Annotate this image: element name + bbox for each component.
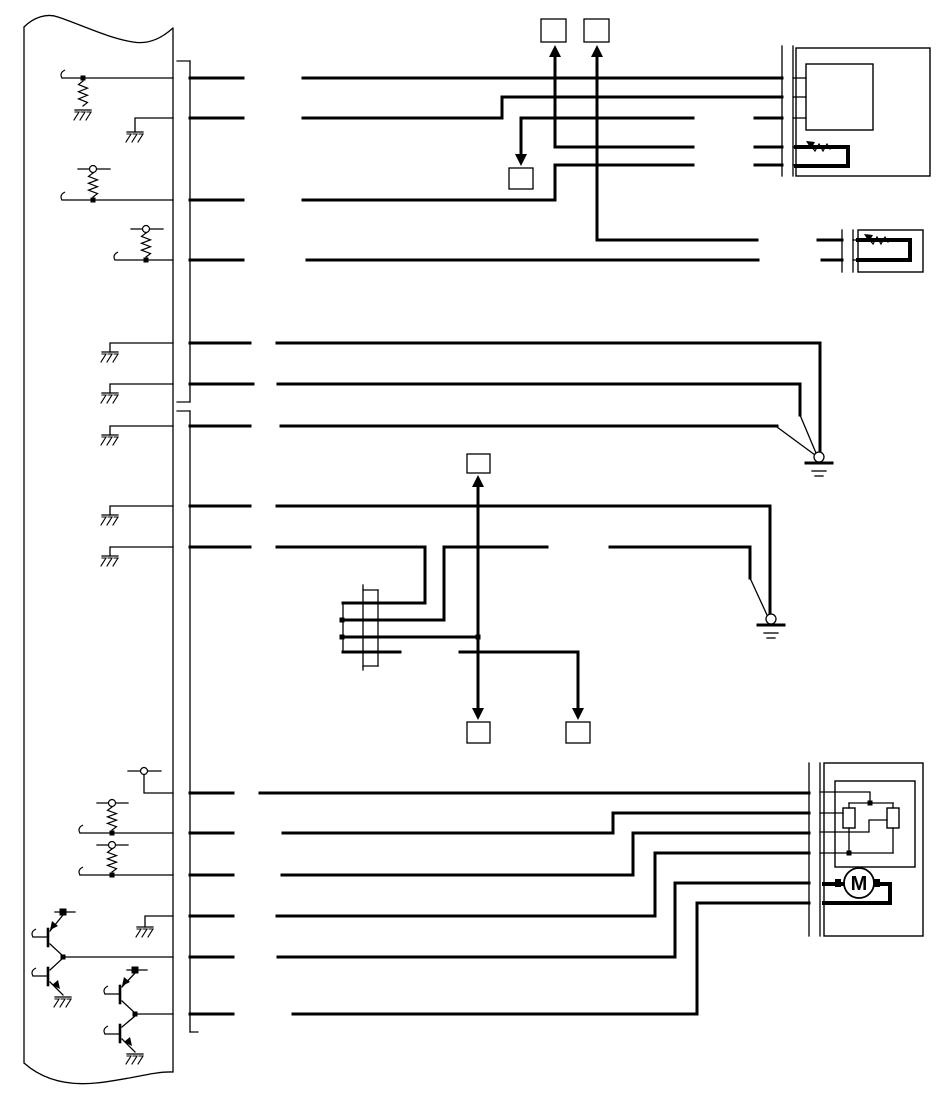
ground-slash (101, 517, 106, 525)
transistor-lead (122, 1016, 135, 1027)
junction-dot (340, 618, 345, 623)
ground-slash (138, 134, 143, 142)
ground-slash (107, 517, 112, 525)
terminal-hook-icon (114, 252, 118, 260)
ground-slash (113, 437, 118, 445)
arrowhead-icon (122, 977, 130, 986)
resistor-icon (89, 173, 98, 197)
signal-ground-icon (101, 435, 118, 445)
ground-slash (148, 929, 153, 937)
signal-ground-icon (54, 997, 71, 1007)
ground-slash (101, 395, 106, 403)
ground-slash (113, 395, 118, 403)
signal-ground-icon (126, 132, 143, 142)
harness-wire (278, 883, 809, 957)
ground-slash (113, 517, 118, 525)
sensor-element-box (806, 64, 873, 130)
harness-wire (277, 343, 820, 452)
chassis-ground-icon (758, 614, 784, 638)
ground-slash (107, 437, 112, 445)
offpage-arrowhead (515, 154, 527, 166)
bridge-resistor-right (887, 808, 899, 828)
internal-wire (110, 384, 173, 393)
supply-terminal-circle (141, 768, 148, 775)
resistor-icon (108, 849, 117, 872)
chassis-ground-icon (806, 452, 832, 476)
ground-slash (74, 112, 79, 120)
offpage-connector-box (509, 168, 533, 189)
ground-slash (113, 354, 118, 362)
internal-wire (800, 415, 816, 453)
junction-dot (91, 198, 96, 203)
heated-sensor-assembly-box (796, 48, 930, 176)
ground-slash (80, 112, 85, 120)
internal-wire (820, 820, 887, 832)
internal-wire (145, 916, 173, 927)
offpage-arrowhead (549, 45, 561, 57)
ground-slash (136, 929, 141, 937)
heater-element-loop (858, 240, 910, 260)
offpage-arrowhead (591, 45, 603, 57)
ring-terminal (814, 452, 824, 462)
harness-wire (303, 165, 693, 200)
ground-slash (132, 1056, 137, 1064)
ground-slash (138, 1056, 143, 1064)
junction-dot (81, 76, 86, 81)
ground-slash (101, 558, 106, 566)
signal-ground-icon (74, 110, 91, 120)
offpage-connectors (467, 19, 609, 743)
supply-terminal-circle (109, 800, 116, 807)
terminal-hook-icon (104, 1026, 108, 1034)
ground-slash (66, 999, 71, 1007)
harness-wire (278, 384, 800, 415)
internal-wire (110, 547, 173, 556)
terminal-hook-icon (32, 929, 36, 937)
signal-ground-icon (126, 1054, 143, 1064)
harness-wire (277, 547, 425, 603)
internal-wire (820, 792, 870, 803)
supply-terminal-circle (109, 842, 116, 849)
ecu-internal-circuits (33, 46, 893, 1052)
offpage-arrowhead (572, 708, 584, 720)
harness-wire (303, 97, 782, 118)
terminal-hook-icon (104, 986, 108, 994)
harness-wiring (190, 55, 842, 1014)
junction-dot (61, 955, 66, 960)
transistor-lead (50, 944, 63, 956)
harness-wire (521, 118, 693, 156)
internal-wire (144, 775, 173, 793)
ground-slash (107, 558, 112, 566)
terminal-square (60, 909, 67, 916)
transistor-lead (50, 958, 63, 970)
signal-ground-icon (101, 352, 118, 362)
signal-ground-icon (101, 556, 118, 566)
ground-slash (54, 999, 59, 1007)
resistor-icon (142, 233, 151, 257)
transistor-lead (122, 1001, 135, 1013)
motor-terminal-tab (835, 879, 841, 887)
junction-dot (476, 635, 481, 640)
ground-slash (86, 112, 91, 120)
terminal-square (132, 967, 139, 974)
harness-wire (343, 547, 547, 620)
harness-wire (277, 506, 770, 613)
ecu-torn-bottom-edge (24, 1063, 173, 1084)
internal-wire (110, 506, 173, 515)
resistor-icon (108, 807, 117, 830)
motor-terminal-tab (874, 879, 880, 887)
junction-dot (110, 873, 115, 878)
motor-label: M (850, 873, 868, 895)
motor-actuator-box (824, 763, 923, 936)
internal-wire (110, 343, 173, 352)
supply-terminal-circle (90, 166, 97, 173)
ecu-torn-top-edge (24, 15, 173, 42)
junction-dot (133, 1012, 138, 1017)
motor (844, 868, 874, 898)
terminal-hook-icon (61, 192, 65, 200)
harness-wire (555, 55, 693, 147)
ground-slash (60, 999, 65, 1007)
internal-wire (135, 118, 173, 132)
ground-slash (132, 134, 137, 142)
supply-terminal-circle (143, 226, 150, 233)
internal-wire (110, 426, 173, 435)
terminal-hook-icon (79, 867, 83, 875)
offpage-connector-box (467, 722, 490, 743)
signal-ground-icon (101, 515, 118, 525)
signal-ground-icon (101, 393, 118, 403)
offpage-connector-box (566, 722, 590, 743)
ring-terminal (766, 614, 776, 624)
signal-ground-icon (136, 927, 153, 937)
ground-slash (101, 354, 106, 362)
terminal-hook-icon (79, 825, 83, 833)
junction-dot (340, 635, 345, 640)
internal-wire (750, 578, 767, 615)
internal-wire (777, 427, 815, 455)
ground-slash (101, 437, 106, 445)
ground-slash (113, 558, 118, 566)
harness-wire (283, 813, 809, 833)
terminal-hook-icon (32, 968, 36, 976)
bridge-resistor-left (843, 808, 855, 828)
junction-dot (144, 258, 149, 263)
offpage-connector-box (584, 19, 609, 42)
offpage-connector-box (467, 454, 490, 473)
junction-dot (110, 831, 115, 836)
ecu-module (24, 15, 173, 1083)
resistor-icon (79, 81, 88, 106)
ground-slash (142, 929, 147, 937)
offpage-arrowhead (472, 475, 484, 487)
ground-slash (126, 1056, 131, 1064)
offpage-arrowhead (472, 708, 484, 720)
harness-wire (610, 547, 750, 578)
junction-dot (847, 851, 852, 856)
ground-slash (107, 354, 112, 362)
terminal-hook-icon (61, 70, 65, 78)
ground-slash (126, 134, 131, 142)
offpage-connector-box (541, 19, 566, 42)
junction-dot (868, 801, 873, 806)
ground-slash (107, 395, 112, 403)
